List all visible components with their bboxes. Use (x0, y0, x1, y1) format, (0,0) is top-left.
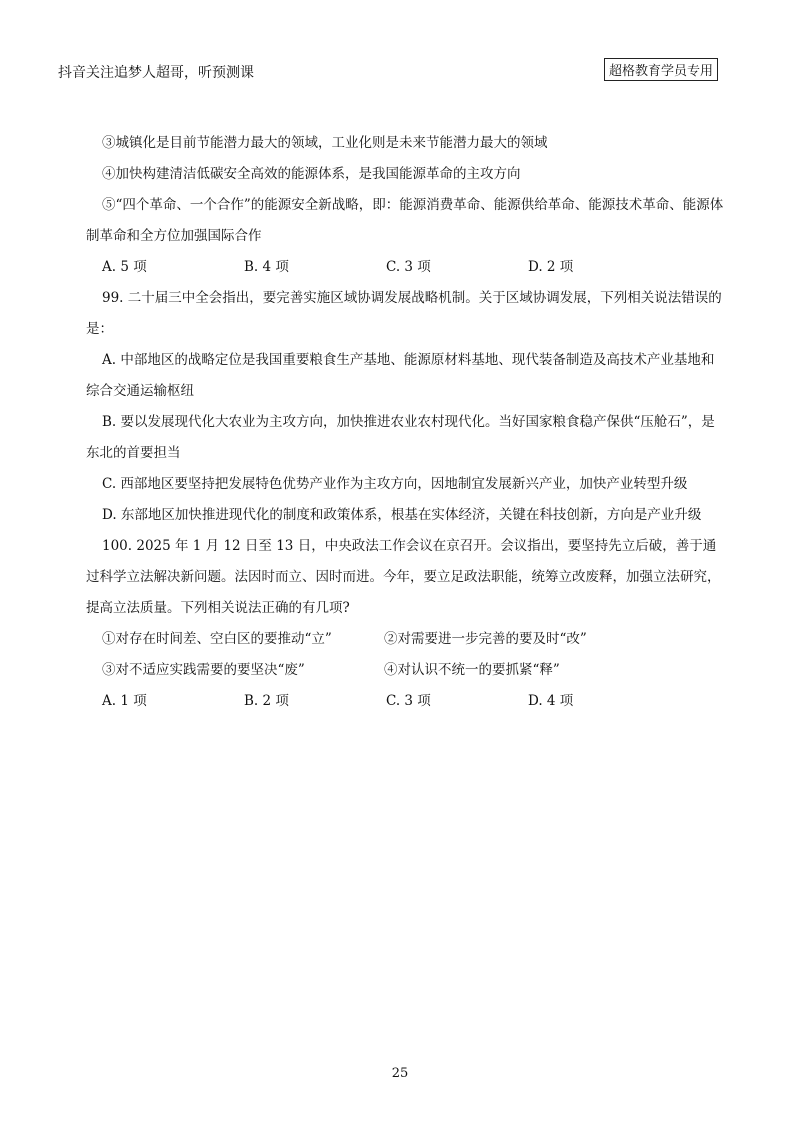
q99-option-b: B. 要以发展现代化大农业为主攻方向，加快推进农业农村现代化。当好国家粮食稳产保供“压舱石”，是东北的首要担当 (86, 414, 715, 461)
header-student-badge: 超格教育学员专用 (604, 58, 718, 81)
q100-stem: 100. 2025 年 1 月 12 日至 13 日，中央政法工作会议在京召开。会议指出，要坚持先立后破，善于通过科学立法解决新问题。法因时而立、因时而进。今年，要立足政法职能，统筹立改废释，加强立法研究，提高立法质量。下列相关说法正确的有几项? (86, 538, 721, 616)
q100-statements-row1 (86, 624, 726, 655)
page-number: 25 (391, 1066, 409, 1081)
option-c: C. 3 项 (386, 259, 431, 275)
q100-statement-1: ①对存在时间差、空白区的要推动“立” (102, 631, 332, 647)
q100-statement-3: ③对不适应实践需要的要坚决“废” (102, 662, 305, 678)
option-d: D. 2 项 (528, 259, 574, 275)
q99-option-d: D. 东部地区加快推进现代化的制度和政策体系，根基在实体经济，关键在科技创新，方向是产业升级 (102, 507, 702, 523)
page-content (86, 128, 726, 717)
header-promo-text: 抖音关注追梦人超哥，听预测课 (58, 65, 254, 81)
option-b: B. 4 项 (244, 259, 289, 275)
q100-statement-4: ④对认识不统一的要抓紧“释” (384, 662, 560, 678)
option-a: A. 5 项 (102, 259, 147, 275)
option-d: D. 4 项 (528, 693, 574, 709)
option-c: C. 3 项 (386, 693, 431, 709)
q99-option-a: A. 中部地区的战略定位是我国重要粮食生产基地、能源原材料基地、现代装备制造及高技术产业基地和综合交通运输枢纽 (86, 352, 715, 399)
q98-options (86, 252, 726, 283)
option-b: B. 2 项 (244, 693, 289, 709)
statement-5: ⑤“四个革命、一个合作”的能源安全新战略，即：能源消费革命、能源供给革命、能源技术革命、能源体制革命和全方位加强国际合作 (86, 197, 724, 244)
option-a: A. 1 项 (102, 693, 147, 709)
q99-stem: 99. 二十届三中全会指出，要完善实施区域协调发展战略机制。关于区域协调发展，下列相关说法错误的是： (86, 290, 722, 337)
q100-options (86, 686, 726, 717)
q99-option-c: C. 西部地区要坚持把发展特色优势产业作为主攻方向，因地制宜发展新兴产业，加快产业转型升级 (102, 476, 688, 492)
statement-3: ③城镇化是目前节能潜力最大的领域，工业化则是未来节能潜力最大的领域 (102, 135, 548, 151)
q100-statements-row2 (86, 655, 726, 686)
q100-statement-2: ②对需要进一步完善的要及时“改” (384, 631, 587, 647)
statement-4: ④加快构建清洁低碳安全高效的能源体系，是我国能源革命的主攻方向 (102, 166, 521, 182)
